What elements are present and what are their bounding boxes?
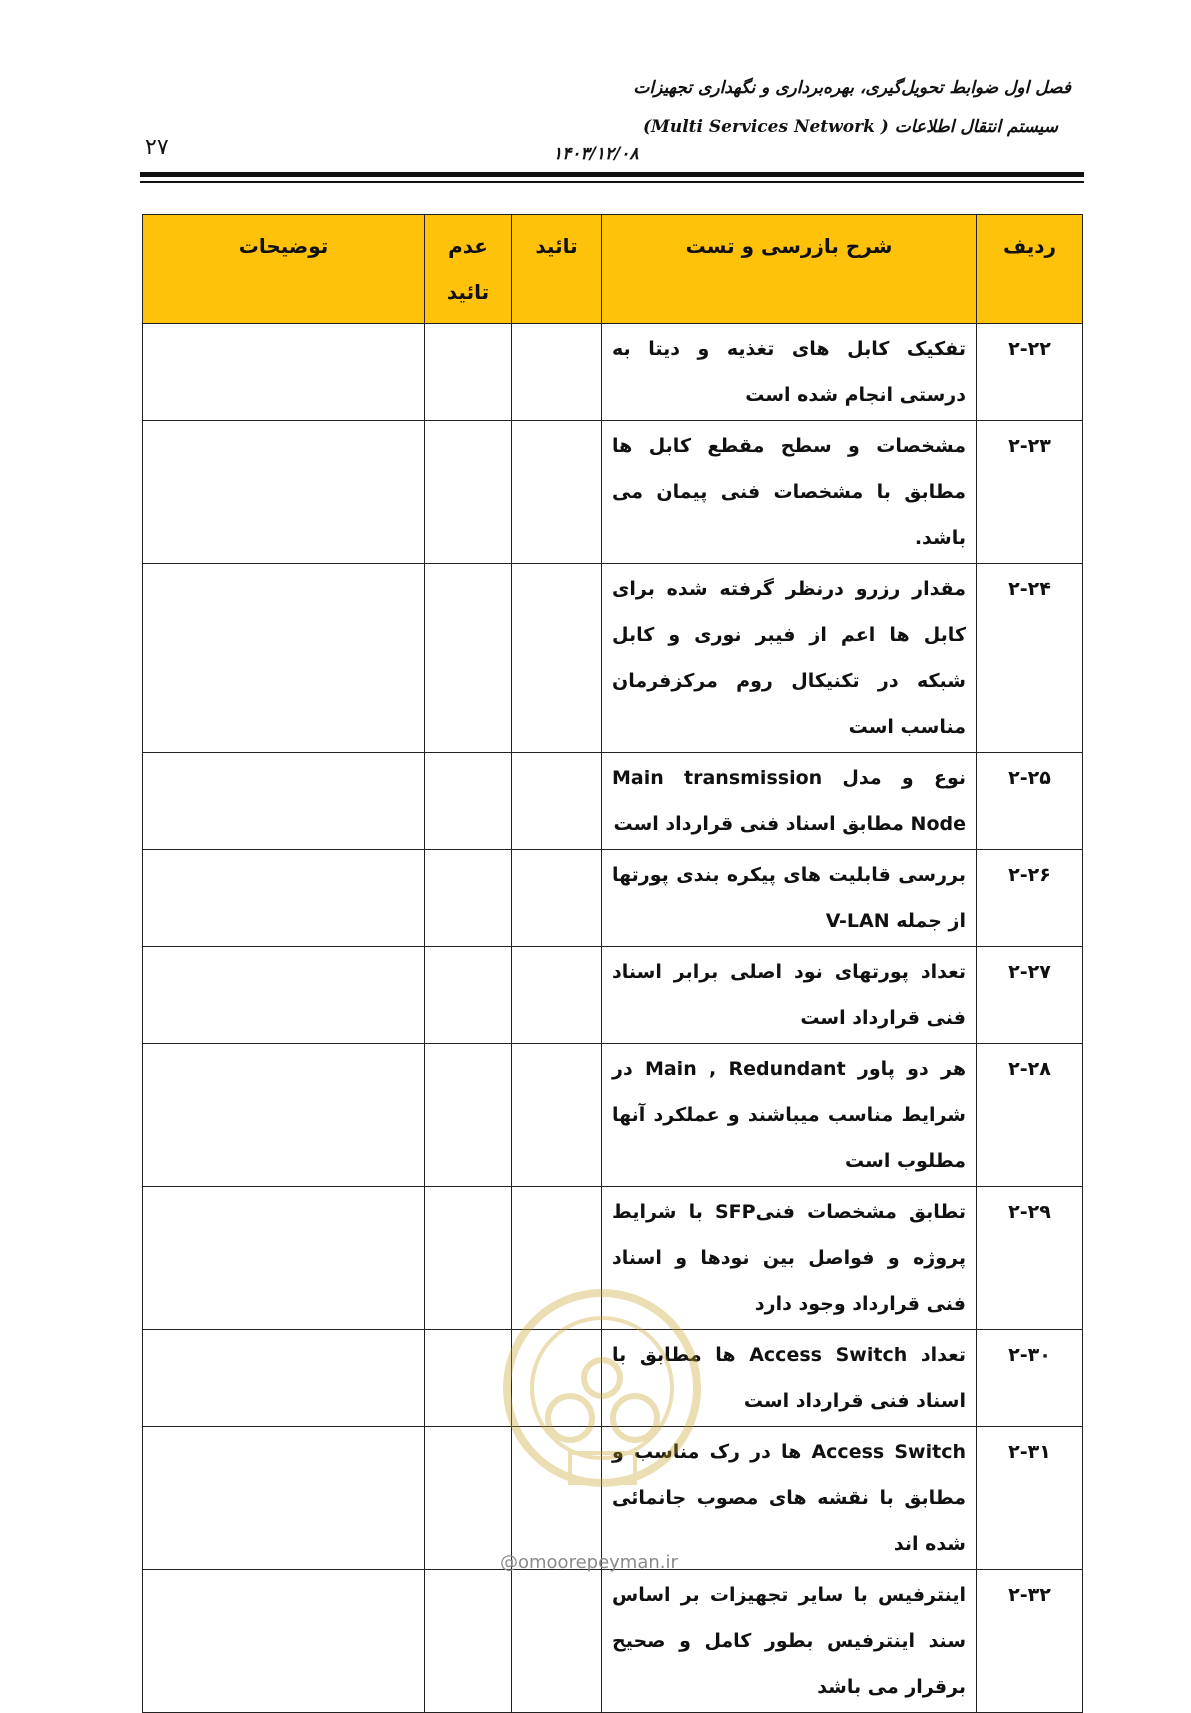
row-description-cell: اینترفیس با سایر تجهیزات بر اساس سند اینترفیس بطور کامل و صحیح برقرار می باشد bbox=[602, 1570, 977, 1713]
col-header-row-no: ردیف bbox=[977, 215, 1083, 324]
system-title: سیستم انتقال اطلاعات ( Multi Services Network) bbox=[642, 117, 1058, 137]
row-not-approved-cell bbox=[425, 564, 512, 753]
row-number-cell: ۲-۲۶ bbox=[977, 850, 1083, 947]
row-description-cell: تعداد Access Switch ها مطابق با اسناد فنی قرارداد است bbox=[602, 1330, 977, 1427]
header-rule-thin bbox=[140, 181, 1084, 183]
row-not-approved-cell bbox=[425, 1330, 512, 1427]
row-not-approved-cell bbox=[425, 753, 512, 850]
row-number-cell: ۲-۲۴ bbox=[977, 564, 1083, 753]
row-not-approved-cell bbox=[425, 324, 512, 421]
row-not-approved-cell bbox=[425, 421, 512, 564]
table-row bbox=[143, 753, 1083, 850]
chapter-title: فصل اول ضوابط تحویل‌گیری، بهره‌برداری و نگهداری تجهیزات bbox=[633, 78, 1071, 98]
page-number: ۲۷ bbox=[145, 135, 169, 160]
row-approved-cell bbox=[512, 850, 602, 947]
row-remarks-cell bbox=[143, 564, 425, 753]
header-rule-thick bbox=[140, 172, 1084, 177]
row-remarks-cell bbox=[143, 1187, 425, 1330]
row-remarks-cell bbox=[143, 753, 425, 850]
row-description-cell: هر دو پاور Main , Redundant در شرایط مناسب میباشند و عملکرد آنها مطلوب است bbox=[602, 1044, 977, 1187]
table-row bbox=[143, 1044, 1083, 1187]
row-remarks-cell bbox=[143, 1427, 425, 1570]
row-not-approved-cell bbox=[425, 1187, 512, 1330]
row-approved-cell bbox=[512, 324, 602, 421]
watermark-site-label: @omoorepeyman.ir bbox=[500, 1552, 678, 1573]
row-number-cell: ۲-۲۷ bbox=[977, 947, 1083, 1044]
row-approved-cell bbox=[512, 564, 602, 753]
row-remarks-cell bbox=[143, 1330, 425, 1427]
row-number-cell: ۲-۲۳ bbox=[977, 421, 1083, 564]
table-row bbox=[143, 850, 1083, 947]
row-not-approved-cell bbox=[425, 1570, 512, 1713]
row-description-cell: نوع و مدل Main transmission Node مطابق اسناد فنی قرارداد است bbox=[602, 753, 977, 850]
row-not-approved-cell bbox=[425, 1044, 512, 1187]
row-approved-cell bbox=[512, 753, 602, 850]
row-number-cell: ۲-۲۲ bbox=[977, 324, 1083, 421]
row-remarks-cell bbox=[143, 1044, 425, 1187]
row-remarks-cell bbox=[143, 421, 425, 564]
row-number-cell: ۲-۲۸ bbox=[977, 1044, 1083, 1187]
row-number-cell: ۲-۲۵ bbox=[977, 753, 1083, 850]
row-approved-cell bbox=[512, 1044, 602, 1187]
row-remarks-cell bbox=[143, 1570, 425, 1713]
row-description-cell: تعداد پورتهای نود اصلی برابر اسناد فنی قرارداد است bbox=[602, 947, 977, 1044]
col-header-remarks: توضیحات bbox=[143, 215, 425, 324]
row-approved-cell bbox=[512, 421, 602, 564]
row-remarks-cell bbox=[143, 947, 425, 1044]
row-approved-cell bbox=[512, 947, 602, 1044]
row-number-cell: ۲-۲۹ bbox=[977, 1187, 1083, 1330]
row-not-approved-cell bbox=[425, 850, 512, 947]
row-description-cell: Access Switch ها در رک مناسب و مطابق با نقشه های مصوب جانمائی شده اند bbox=[602, 1427, 977, 1570]
table-header-row bbox=[143, 215, 1083, 324]
table-row bbox=[143, 947, 1083, 1044]
table-row bbox=[143, 564, 1083, 753]
row-description-cell: مقدار رزرو درنظر گرفته شده برای کابل ها اعم از فیبر نوری و کابل شبکه در تکنیکال روم مرکزفرمان مناسب است bbox=[602, 564, 977, 753]
document-date: ۱۴۰۳/۱۲/۰۸ bbox=[553, 144, 639, 164]
row-description-cell: تطابق مشخصات فنیSFP با شرایط پروژه و فواصل بین نودها و اسناد فنی قرارداد وجود دارد bbox=[602, 1187, 977, 1330]
row-not-approved-cell bbox=[425, 947, 512, 1044]
row-remarks-cell bbox=[143, 324, 425, 421]
col-header-description: شرح بازرسی و تست bbox=[602, 215, 977, 324]
row-number-cell: ۲-۳۱ bbox=[977, 1427, 1083, 1570]
table-row bbox=[143, 324, 1083, 421]
row-not-approved-cell bbox=[425, 1427, 512, 1570]
row-number-cell: ۲-۳۲ bbox=[977, 1570, 1083, 1713]
col-header-not-approved: عدم تائید bbox=[425, 215, 512, 324]
row-description-cell: بررسی قابلیت های پیکره بندی پورتها از جمله V-LAN bbox=[602, 850, 977, 947]
table-row bbox=[143, 421, 1083, 564]
row-approved-cell bbox=[512, 1570, 602, 1713]
table-row bbox=[143, 1570, 1083, 1713]
row-description-cell: مشخصات و سطح مقطع کابل ها مطابق با مشخصات فنی پیمان می باشد. bbox=[602, 421, 977, 564]
row-number-cell: ۲-۳۰ bbox=[977, 1330, 1083, 1427]
row-description-cell: تفکیک کابل های تغذیه و دیتا به درستی انجام شده است bbox=[602, 324, 977, 421]
col-header-approved: تائید bbox=[512, 215, 602, 324]
row-remarks-cell bbox=[143, 850, 425, 947]
watermark-seal-icon bbox=[500, 1268, 705, 1508]
